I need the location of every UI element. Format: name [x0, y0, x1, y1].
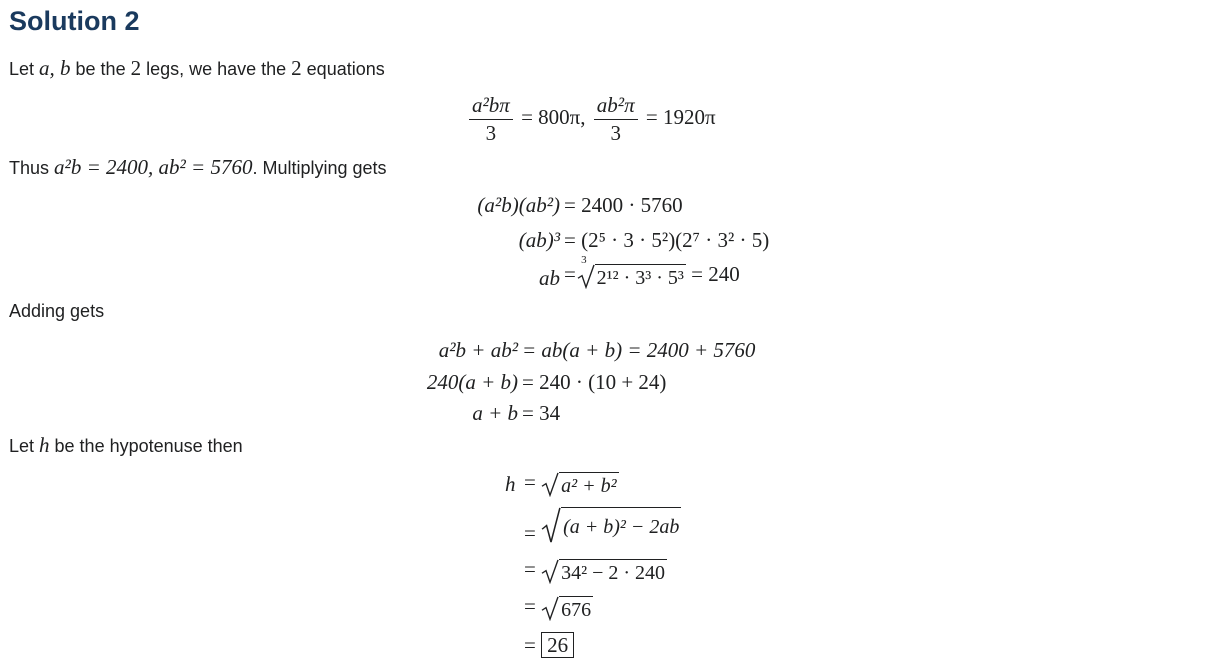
- square-root: a² + b²: [541, 472, 619, 497]
- hyp-line-1-lhs: h: [505, 472, 516, 496]
- adding-line: Adding gets: [9, 301, 105, 321]
- equation-value: = 800π,: [521, 104, 586, 129]
- mul-line-3-rhs: = 3 2¹² · 3³ · 5³ = 240: [564, 253, 740, 289]
- number-two: 2: [130, 56, 142, 80]
- solution-heading: Solution 2: [9, 6, 140, 36]
- thus-equations: a²b = 2400, ab² = 5760: [54, 155, 253, 179]
- equation-value: = 1920π: [645, 104, 716, 129]
- hyp-line-1: = a² + b²: [524, 470, 617, 497]
- intro-text: be the: [70, 59, 131, 79]
- fraction-numerator: a²bπ: [469, 92, 513, 120]
- square-root: (a + b)² − 2ab: [541, 507, 681, 544]
- thus-text: Thus: [9, 158, 55, 178]
- mul-line-3-lhs: ab: [539, 266, 560, 290]
- add-line-2-lhs: 240(a + b): [426, 370, 518, 394]
- radical-sign: [541, 559, 559, 584]
- radical-sign: [541, 596, 559, 621]
- add-line-3-rhs: = 34: [522, 401, 561, 425]
- mul-line-2-rhs: = (2⁵ · 3 · 5²)(2⁷ · 3² · 5): [564, 228, 770, 252]
- square-root: 676: [541, 596, 593, 621]
- fraction-1: [469, 92, 513, 146]
- number-two: 2: [291, 56, 302, 80]
- thus-text: . Multiplying gets: [252, 158, 387, 178]
- var-ab: a, b: [39, 56, 71, 80]
- intro-text: legs, we have the: [141, 59, 292, 79]
- intro-text: Let: [9, 59, 40, 79]
- fraction-denominator: 3: [610, 121, 621, 145]
- hyp-line-5: = 26: [524, 633, 574, 658]
- hyp-line-4: = 676: [524, 594, 592, 621]
- add-line-1-lhs: a²b + ab²: [438, 338, 518, 362]
- boxed-answer: 26: [541, 632, 574, 658]
- radical-sign: [541, 507, 561, 544]
- fraction-numerator: ab²π: [594, 92, 638, 120]
- mul-line-1-rhs: = 2400 · 5760: [564, 193, 683, 217]
- add-line-3-lhs: a + b: [472, 401, 518, 425]
- volume-equations: [466, 92, 716, 146]
- add-line-1-rhs: = ab(a + b) = 2400 + 5760: [522, 338, 756, 362]
- hypotenuse-line: Let h be the hypotenuse then: [9, 433, 243, 457]
- square-root: 34² − 2 · 240: [541, 559, 667, 584]
- radical-sign: [541, 472, 559, 497]
- intro-line: [9, 57, 385, 80]
- radical-sign: [577, 264, 595, 289]
- mul-line-2-lhs: (ab)³: [518, 228, 560, 252]
- fraction-2: [594, 92, 638, 146]
- cube-root: 3 2¹² · 3³ · 5³: [581, 264, 686, 289]
- var-h: h: [39, 433, 50, 457]
- intro-text: equations: [301, 59, 385, 79]
- fraction-denominator: 3: [485, 121, 497, 145]
- hyp-line-3: = 34² − 2 · 240: [524, 557, 666, 584]
- hyp-line-2: = (a + b)² − 2ab: [524, 507, 681, 544]
- add-line-2-rhs: = 240 · (10 + 24): [522, 370, 667, 394]
- mul-line-1-lhs: (a²b)(ab²): [477, 193, 560, 217]
- thus-line: [9, 156, 387, 179]
